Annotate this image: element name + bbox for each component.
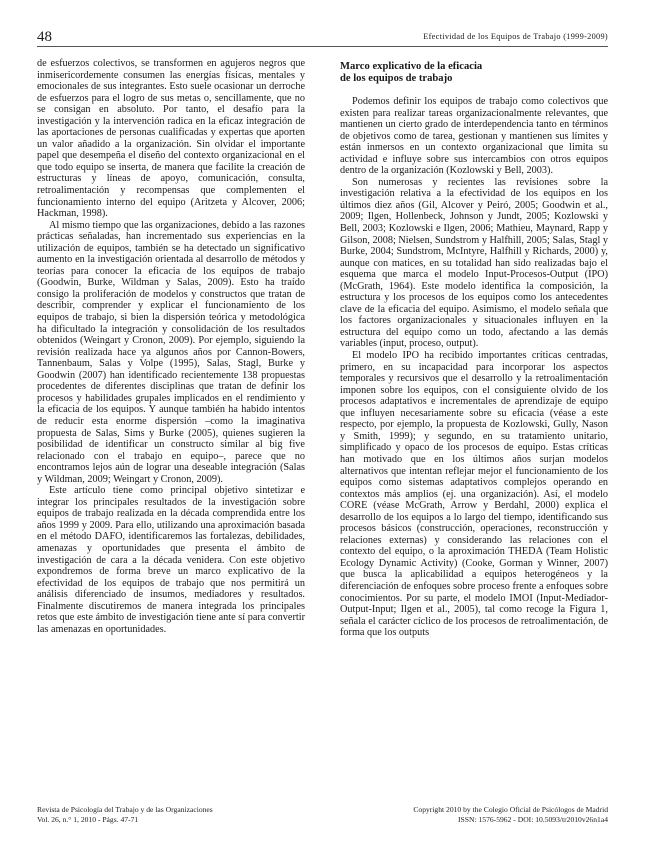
journal-name: Revista de Psicología del Trabajo y de las Organizaciones [37,805,213,814]
left-column [37,58,305,635]
left-paragraph-2: Al mismo tiempo que las organizaciones, debido a las razones prácticas señaladas, han incrementado sus experiencias en la utilización de equipos, también se ha detectado un significativo aumento en la investigación orientada al desarrollo de métodos y teorías para conocer la eficacia de los equipos de trabajo (Goodwin, Burke, Wildman y Salas, 2009). Esto ha traído consigo la proliferación de modelos y constructos que tratan de describir, comprender y explicar el funcionamiento de los equipos de trabajo, si bien la dispersión teórica y metodológica ha dificultado la integración y consolidación de los resultados obtenidos (Weingart y Cronon, 2009). Por ejemplo, siguiendo la revisión realizada hace ya algunos años por Cannon-Bowers, Tannenbaum, Salas y Volpe (1995), Salas, Stagl, Burke y Goodwin (2007) han identificado recientemente 138 propuestas procedentes de diferentes disciplinas que tratan de definir los procesos y habilidades grupales implicados en el rendimiento y la eficacia de los equipos. Y aunque también ha habido intentos de reducir esta enorme dispersión –como la imaginativa propuesta de Salas, Sims y Burke (2005), quienes sugieren la posibilidad de identificar un constructo similar al big five relacionado con el trabajo en equipo–, parece que no encontramos lejos aún de lograr una deseable integración (Salas y Wildman, 2009; Weingart y Cronon, 2009). [37,219,305,485]
copyright-notice: Copyright 2010 by the Colegio Oficial de Psicólogos de Madrid [413,805,608,814]
footer-journal-info [37,805,213,824]
page-header [37,29,608,45]
right-paragraph-2: Son numerosas y recientes las revisiones sobre la investigación relativa a la efectividad de los equipos en los últimos diez años (Gil, Alcover y Peiró, 2005; Goodwin et al., 2009; Ilgen, Hollenbeck, Johnson y Jundt, 2005; Kozlowski y Bell, 2003; Kozlowski e Ilgen, 2006; Mathieu, Maynard, Rapp y Gilson, 2008; Nielsen, Sundstrom y Halfhill, 2005; Salas, Stagl y Burke, 2004; Sundstrom, McIntyre, Halfhill y Richards, 2000) y, aunque con matices, en su totalidad han sido realizadas bajo el esquema que marca el modelo Input-Procesos-Output (IPO) (McGrath, 1964). Este modelo identifica la composición, la estructura y los procesos de los equipos como los antecedentes clave de la eficacia del equipo. Asimismo, el modelo señala que los factores organizacionales y situacionales influyen en la estructura del equipo como un todo, afectando a las demás variables (input, proceso, output). [340,176,608,350]
section-heading-line-1: Marco explicativo de la eficacia [340,61,483,72]
header-rule [37,46,608,47]
issn-doi: ISSN: 1576-5962 - DOI: 10.5093/tr2010v26n1a4 [458,814,608,824]
right-paragraph-3: El modelo IPO ha recibido importantes críticas centradas, primero, en su incapacidad para incorporar los aspectos temporales y recursivos que el desarrollo y la retroalimentación imponen sobre los equipos, con el consiguiente olvido de los procesos adaptativos e incrementales de aprendizaje de equipo que influyen necesariamente sobre su eficacia (véase a este respecto, por ejemplo, la propuesta de Kozlowski, Gully, Nason y Smith, 1999); y segundo, en su tratamiento unitario, simplificado y opaco de los procesos de equipo. Estas críticas han motivado que en los últimos años surjan modelos alternativos que intentan reflejar mejor el funcionamiento de los equipos como sistemas adaptativos complejos operando en contextos más amplios (ej. una organización). Así, el modelo CORE (véase McGrath, Arrow y Berdahl, 2000) explica el desarrollo de los equipos a lo largo del tiempo, identificando sus procesos básicos (construcción, operaciones, reconstrucción y relaciones externas) y considerando las relaciones con el contexto del equipo, o la aproximación THEDA (Team Holistic Ecology Dynamic Activity) (Cooke, Gorman y Winner, 2007) que busca la aplicabilidad a equipos heterogéneos y la diferenciación de enfoques sobre proceso frente a enfoques sobre conocimientos. Por su parte, el modelo IMOI (Input-Mediador-Output-Input; Ilgen et al., 2005), tal como recoge la Figura 1, señala el carácter cíclico de los procesos de retroalimentación, de forma que los outputs [340,350,608,639]
journal-volume: Vol. 26, n.° 1, 2010 - Págs. 47-71 [37,814,139,824]
right-paragraph-1: Podemos definir los equipos de trabajo como colectivos que existen para realizar tareas organizacionalmente relevantes, que mantienen un cierto grado de interdependencia tanto en términos de objetivos como de tarea, gestionan y mantienen sus límites y están inmersos en un contexto organizacional que limita su actividad e influye sobre sus intercambios con otros equipos dentro de la organización (Kozlowski y Bell, 2003). [340,96,608,177]
section-heading [340,61,608,85]
left-paragraph-3: Este artículo tiene como principal objetivo sintetizar e integrar los principales resultados de la investigación sobre equipos de trabajo realizada en la década comprendida entre los años 1999 y 2009. Para ello, utilizando una aproximación basada en el método DAFO, identificaremos las fortalezas, debilidades, amenazas y oportunidades que presenta el ámbito de investigación de cara a la década venidera. Con este objetivo expondremos de forma breve un marco explicativo de la efectividad de los equipos de trabajo que nos permitirá un análisis diferenciado de insumos, mediadores y resultados. Finalmente discutiremos de manera integrada los principales retos que este ámbito de investigación tiene ante sí para convertir las amenazas en oportunidades. [37,485,305,635]
footer-copyright [413,805,608,824]
left-paragraph-1: de esfuerzos colectivos, se transformen en agujeros negros que inmisericordemente consumen las energías físicas, mentales y emocionales de sus integrantes. Esto suele ocasionar un derroche de esfuerzos para el logro de sus metas o, sencillamente, que no se consigan en absoluto. Por tanto, el desafío para la investigación y la intervención radica en la eficaz integración de las aportaciones de personas cualificadas y expertas que aporten un valor añadido a la organización. Sin olvidar el importante papel que desempeña el diseño del contexto organizacional en el que todo equipo se inserta, de manera que facilite la creación de estructuras y líneas de apoyo, comunicación, consulta, retroalimentación y recompensas que complementen el funcionamiento interno del equipo (Aritzeta y Alcover, 2006; Hackman, 1998). [37,58,305,220]
page-number: 48 [37,29,52,45]
right-column [340,58,608,639]
running-head: Efectividad de los Equipos de Trabajo (1999-2009) [423,32,608,41]
section-heading-line-2: de los equipos de trabajo [340,73,453,84]
